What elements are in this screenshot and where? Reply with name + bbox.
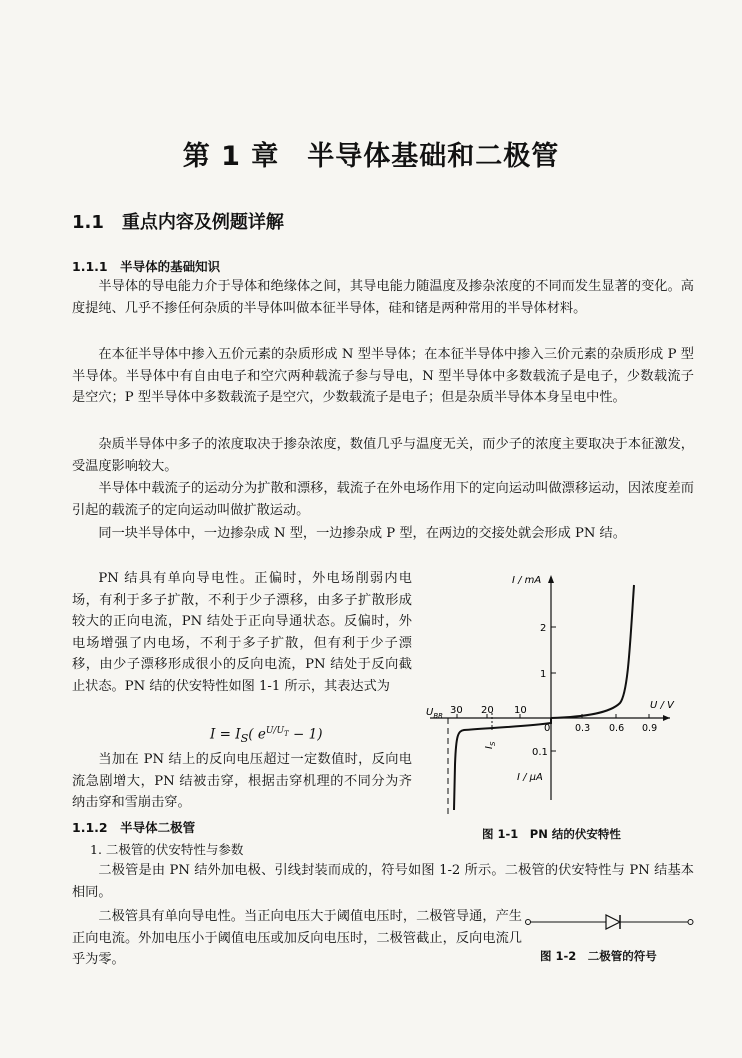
terminal-left-icon (526, 920, 531, 925)
figure-1-1-iv-curve (420, 565, 680, 835)
forward-curve (551, 585, 634, 718)
y-tick-label-1: 1 (540, 669, 547, 680)
x-tick-label-10: 10 (514, 705, 527, 716)
x-tick-label-30: 30 (450, 705, 463, 716)
x-tick-label-0-9: 0.9 (642, 723, 658, 734)
figure-1-2-caption: 图 1-2 二极管的符号 (540, 949, 657, 963)
origin-label: 0 (544, 723, 551, 734)
paragraph-6: PN 结具有单向导电性。正偏时，外电场削弱内电场，有利于多子扩散，不利于少子漂移，由多子扩散形成较大的正向电流，PN 结处于正向导通状态。反偏时，外电场增强了内电场，不利于多子扩散，但有利于少子漂移，由少子漂移形成很小的反向电流，PN 结处于反向截止状态。PN 结的伏安特性如图 1-1 所示，其表达式为 (72, 571, 412, 694)
y-tick-label-neg: 0.1 (532, 747, 548, 758)
chapter-title: 第 1 章 半导体基础和二极管 (182, 141, 560, 172)
ubr-label: $U_{BR}$ (426, 707, 443, 720)
y-label-bottom: I / μA (517, 772, 543, 783)
paragraph-1: 半导体的导电能力介于导体和绝缘体之间，其导电能力随温度及掺杂浓度的不同而发生显著的变化。高度提纯、几乎不掺任何杂质的半导体叫做本征半导体，硅和锗是两种常用的半导体材料。 (72, 279, 694, 316)
section-1-1-1-title: 1.1.1 半导体的基础知识 (72, 259, 221, 274)
section-1-1-title: 1.1 重点内容及例题详解 (72, 212, 284, 233)
paragraph-4: 半导体中载流子的运动分为扩散和漂移，载流子在外电场作用下的定向运动叫做漂移运动，因浓度差而引起的载流子的定向运动叫做扩散运动。 (72, 481, 694, 518)
figure-1-2-diode-symbol (520, 910, 700, 934)
x-tick-label-20: 20 (481, 705, 494, 716)
paragraph-5: 同一块半导体中，一边掺杂成 N 型，一边掺杂成 P 型，在两边的交接处就会形成 PN 结。 (98, 526, 626, 541)
terminal-right-icon (688, 920, 693, 925)
section-1-1-2-title: 1.1.2 半导体二极管 (72, 820, 196, 835)
y-axis-arrow-icon (548, 575, 554, 583)
is-label: $I_S$ (484, 741, 497, 749)
paragraph-3: 杂质半导体中多子的浓度取决于掺杂浓度，数值几乎与温度无关，而少子的浓度主要取决于本征激发，受温度影响较大。 (72, 437, 694, 474)
x-label: U / V (650, 700, 674, 711)
x-axis-arrow-icon (663, 715, 670, 721)
diode-triangle-icon (606, 915, 620, 929)
paragraph-2: 在本征半导体中掺入五价元素的杂质形成 N 型半导体；在本征半导体中掺入三价元素的杂质形成 P 型半导体。半导体中有自由电子和空穴两种载流子参与导电，N 型半导体中多数载流子是电子，少数载流子是空穴；P 型半导体中多数载流子是空穴，少数载流子是电子；但是杂质半导体本身呈电中性。 (72, 347, 694, 405)
x-tick-label-0-3: 0.3 (575, 723, 591, 734)
paragraph-7: 当加在 PN 结上的反向电压超过一定数值时，反向电流急剧增大，PN 结被击穿，根据击穿机理的不同分为齐纳击穿和雪崩击穿。 (72, 752, 412, 810)
paragraph-9: 二极管具有单向导电性。当正向电压大于阈值电压时，二极管导通，产生正向电流。外加电压小于阈值电压或加反向电压时，二极管截止，反向电流几乎为零。 (72, 909, 522, 967)
subheading-1: 1. 二极管的伏安特性与参数 (90, 842, 244, 857)
reverse-curve (454, 718, 551, 810)
figure-1-1-caption: 图 1-1 PN 结的伏安特性 (482, 827, 621, 841)
pn-equation: $I = I_S$( $e^{U/U_T} - 1$) (210, 726, 323, 746)
x-tick-label-0-6: 0.6 (609, 723, 625, 734)
paragraph-8: 二极管是由 PN 结外加电极、引线封装而成的，符号如图 1-2 所示。二极管的伏安特性与 PN 结基本相同。 (72, 863, 694, 900)
y-tick-label-2: 2 (540, 623, 547, 634)
y-label-top: I / mA (512, 575, 542, 586)
